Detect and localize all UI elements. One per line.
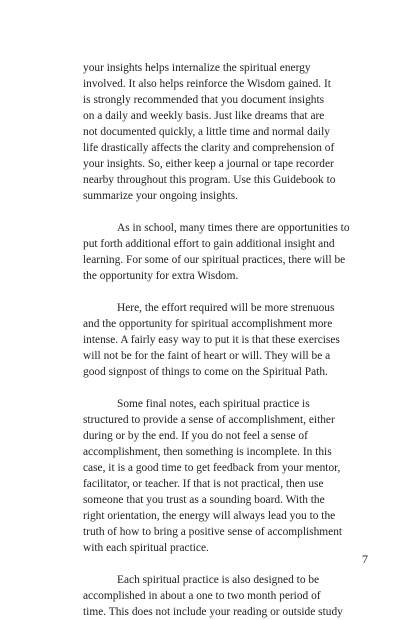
text-line: is strongly recommended that you document insights: [83, 94, 325, 106]
text-line: intense. A fairly easy way to put it is that these exercises: [83, 334, 340, 346]
page-number: 7: [362, 552, 368, 566]
paragraph: [83, 300, 373, 380]
text-line: summarize your ongoing insights.: [83, 190, 239, 202]
text-line: accomplishment, then something is incomplete. In this: [83, 446, 332, 458]
text-line: and the opportunity for spiritual accomplishment more: [83, 318, 333, 330]
text-line: As in school, many times there are opportunities to: [117, 222, 350, 234]
paragraph-gap: [83, 556, 373, 572]
text-line: on a daily and weekly basis. Just like dreams that are: [83, 110, 325, 122]
paragraph: [83, 60, 373, 204]
text-line: involved. It also helps reinforce the Wisdom gained. It: [83, 78, 331, 90]
body-text: [83, 60, 373, 620]
text-line: facilitator, or teacher. If that is not practical, then use: [83, 478, 324, 490]
text-line: learning. For some of our spiritual practices, there will be: [83, 254, 346, 266]
text-line: life drastically affects the clarity and comprehension of: [83, 142, 335, 154]
text-line: good signpost of things to come on the Spiritual Path.: [83, 366, 328, 378]
text-line: not documented quickly, a little time and normal daily: [83, 126, 330, 138]
text-line: the opportunity for extra Wisdom.: [83, 270, 239, 282]
text-line: Here, the effort required will be more strenuous: [117, 302, 335, 314]
text-line: put forth additional effort to gain additional insight and: [83, 238, 335, 250]
paragraph-gap: [83, 380, 373, 396]
text-line: nearby throughout this program. Use this Guidebook to: [83, 174, 336, 186]
text-line: your insights. So, either keep a journal or tape recorder: [83, 158, 334, 170]
text-line: truth of how to bring a positive sense of accomplishment: [83, 526, 343, 538]
paragraph-gap: [83, 284, 373, 300]
text-line: case, it is a good time to get feedback from your mentor,: [83, 462, 341, 474]
paragraph-gap: [83, 204, 373, 220]
text-line: Each spiritual practice is also designed to be: [117, 574, 320, 586]
text-line: with each spiritual practice.: [83, 542, 209, 554]
text-line: structured to provide a sense of accomplishment, either: [83, 414, 335, 426]
text-line: your insights helps internalize the spiritual energy: [83, 62, 311, 74]
text-line: right orientation, the energy will always lead you to the: [83, 510, 336, 522]
text-line: accomplished in about a one to two month period of: [83, 590, 321, 602]
text-line: time. This does not include your reading or outside study: [83, 606, 343, 618]
text-line: will not be for the faint of heart or will. They will be a: [83, 350, 331, 362]
paragraph: [83, 396, 373, 556]
paragraph: [83, 220, 373, 284]
text-line: Some final notes, each spiritual practice is: [117, 398, 310, 410]
paragraph: [83, 572, 373, 620]
text-line: during or by the end. If you do not feel a sense of: [83, 430, 308, 442]
text-line: someone that you trust as a sounding board. With the: [83, 494, 325, 506]
